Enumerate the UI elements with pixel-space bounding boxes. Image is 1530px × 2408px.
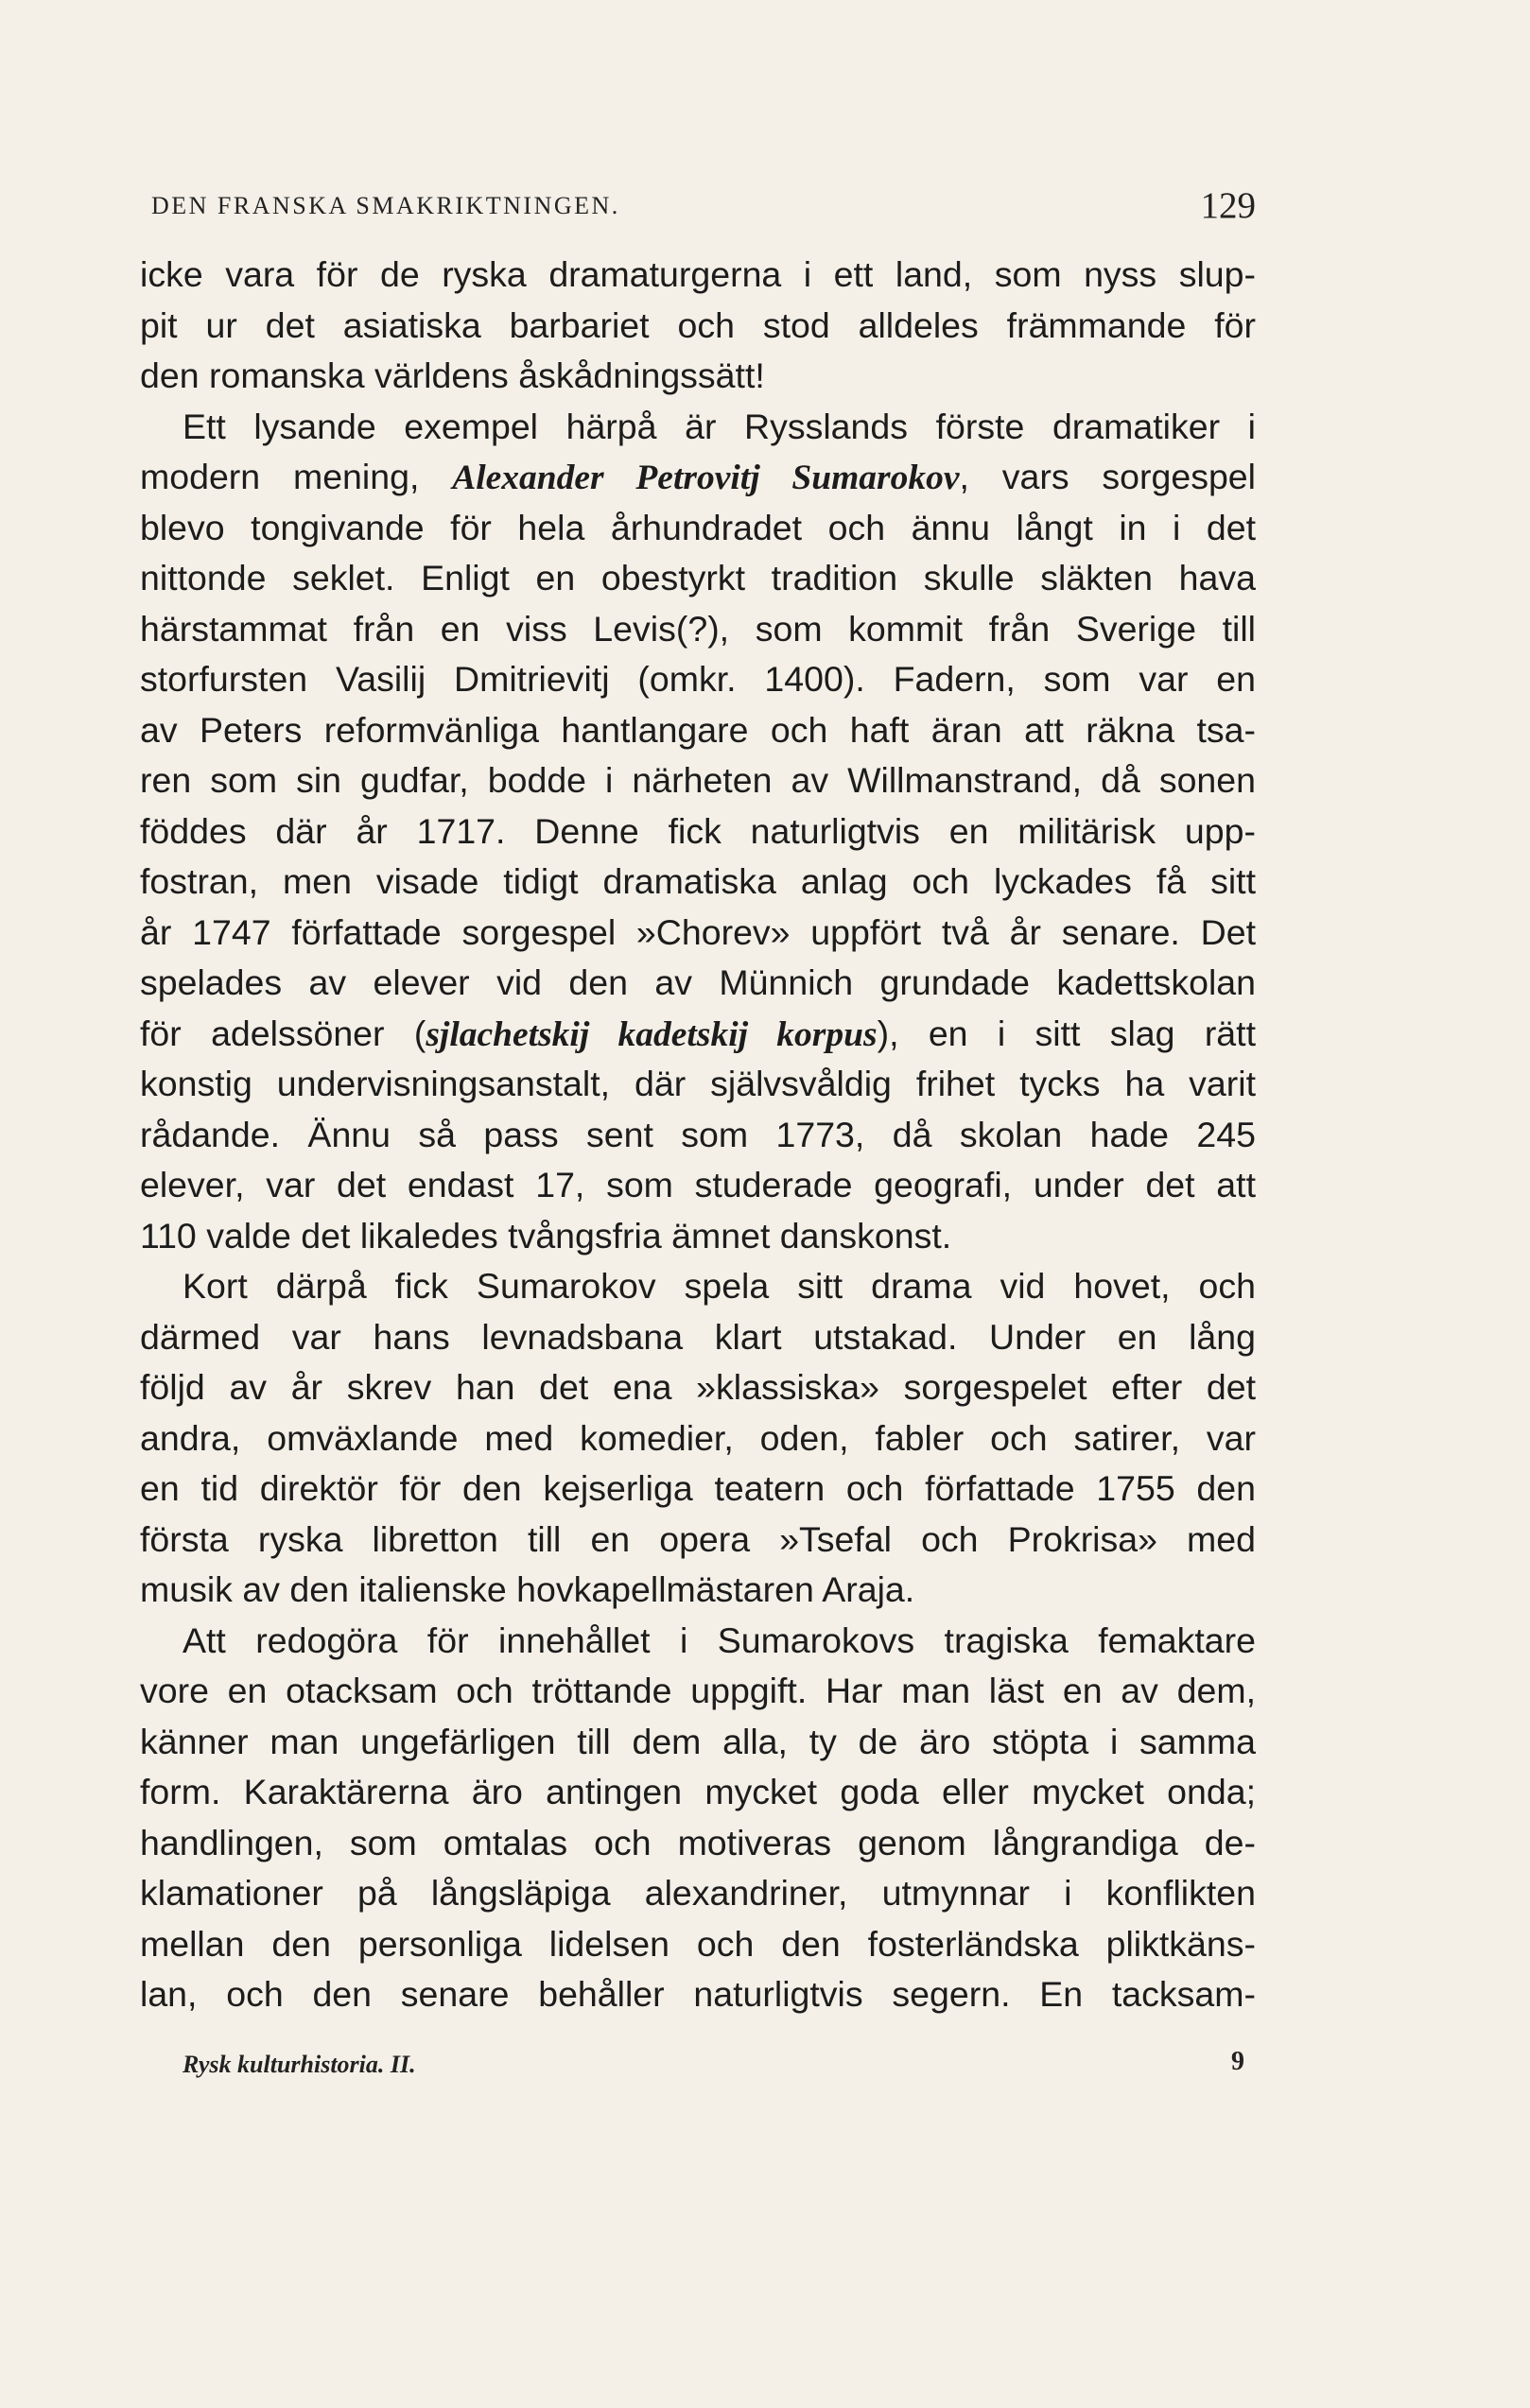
text-line: musik av den italienske hovkapellmästaren Araja. xyxy=(140,1569,915,1609)
text-line: blevo tongivande för hela århundradet och ännu långt in i det xyxy=(140,507,1256,547)
text-line: Ett lysande exempel härpå är Rysslands förste dramatiker i xyxy=(183,406,1256,446)
text-line: handlingen, som omtalas och motiveras genom långrandiga de- xyxy=(140,1822,1256,1862)
text-line: härstammat från en viss Levis(?), som kommit från Sverige till xyxy=(140,608,1256,649)
text-line: konstig undervisningsanstalt, där självsvåldig frihet tycks ha varit xyxy=(140,1064,1256,1103)
italic-term: sjlachetskij kadetskij korpus xyxy=(426,1014,878,1054)
text-line: fostran, men visade tidigt dramatiska anlag och lyckades få sitt xyxy=(140,861,1256,901)
text-line: form. Karaktärerna äro antingen mycket goda eller mycket onda; xyxy=(140,1772,1256,1811)
text-line: den romanska världens åskådningssätt! xyxy=(140,355,765,395)
paragraph-3 xyxy=(140,1261,1256,1616)
text-line: av Peters reformvänliga hantlangare och haft äran att räkna tsa- xyxy=(140,709,1256,750)
text-line: spelades av elever vid den av Münnich grundade kadettskolan xyxy=(140,962,1256,1002)
text-line: nittonde seklet. Enligt en obestyrkt tradition skulle släkten hava xyxy=(140,558,1256,598)
text-line: Kort därpå fick Sumarokov spela sitt drama vid hovet, och xyxy=(183,1266,1256,1306)
signature-mark: Rysk kulturhistoria. II. xyxy=(183,2051,416,2078)
text-line: storfursten Vasilij Dmitrievitj (omkr. 1400). Fadern, som var en xyxy=(140,659,1256,699)
sheet-number: 9 xyxy=(1231,2047,1244,2076)
text-segment: för adelssöner ( xyxy=(140,1013,426,1053)
text-line: känner man ungefärligen till dem alla, ty de äro stöpta i samma xyxy=(140,1721,1256,1761)
text-segment: ), en i sitt slag rätt xyxy=(877,1013,1256,1053)
text-segment: , vars sorgespel xyxy=(959,457,1256,496)
page-footer xyxy=(140,2045,1256,2092)
text-line: en tid direktör för den kejserliga teatern och författade 1755 den xyxy=(140,1468,1256,1508)
text-line: icke vara för de ryska dramaturgerna i ett land, som nyss slup- xyxy=(140,254,1256,294)
italic-name: Alexander Petrovitj Sumarokov xyxy=(452,459,960,497)
text-line: Att redogöra för innehållet i Sumarokovs tragiska femaktare xyxy=(183,1620,1256,1660)
paragraph-1 xyxy=(140,250,1256,402)
page-number: 129 xyxy=(1200,185,1256,226)
body-text xyxy=(140,250,1256,2020)
text-line: rådande. Ännu så pass sent som 1773, då skolan hade 245 xyxy=(140,1114,1256,1154)
text-line: lan, och den senare behåller naturligtvis segern. En tacksam- xyxy=(140,1974,1256,2014)
text-line: ren som sin gudfar, bodde i närheten av Willmanstrand, då sonen xyxy=(140,760,1256,800)
text-line: vore en otacksam och tröttande uppgift. Har man läst en av dem, xyxy=(140,1671,1256,1710)
text-line: mellan den personliga lidelsen och den fosterländska pliktkäns- xyxy=(140,1923,1256,1964)
text-line: klamationer på långsläpiga alexandriner, utmynnar i konflikten xyxy=(140,1873,1256,1913)
text-line xyxy=(140,1009,1256,1060)
text-line: andra, omväxlande med komedier, oden, fabler och satirer, var xyxy=(140,1417,1256,1458)
text-line: följd av år skrev han det ena »klassiska» sorgespelet efter det xyxy=(140,1367,1256,1407)
text-line xyxy=(140,452,1256,503)
text-line: första ryska libretton till en opera »Tsefal och Prokrisa» med xyxy=(140,1518,1256,1559)
running-title: DEN FRANSKA SMAKRIKTNINGEN. xyxy=(151,192,620,219)
text-line: 110 valde det likaledes tvångsfria ämnet danskonst. xyxy=(140,1215,952,1256)
paragraph-4 xyxy=(140,1616,1256,2020)
text-segment: modern mening, xyxy=(140,457,453,496)
page-header xyxy=(140,184,1256,232)
text-line: föddes där år 1717. Denne fick naturligtvis en militärisk upp- xyxy=(140,810,1256,851)
text-line: år 1747 författade sorgespel »Chorev» uppfört två år senare. Det xyxy=(140,911,1256,952)
paragraph-2 xyxy=(140,402,1256,1262)
text-line: därmed var hans levnadsbana klart utstakad. Under en lång xyxy=(140,1316,1256,1357)
text-line: pit ur det asiatiska barbariet och stod alldeles främmande för xyxy=(140,304,1256,345)
text-line: elever, var det endast 17, som studerade geografi, under det att xyxy=(140,1165,1256,1204)
